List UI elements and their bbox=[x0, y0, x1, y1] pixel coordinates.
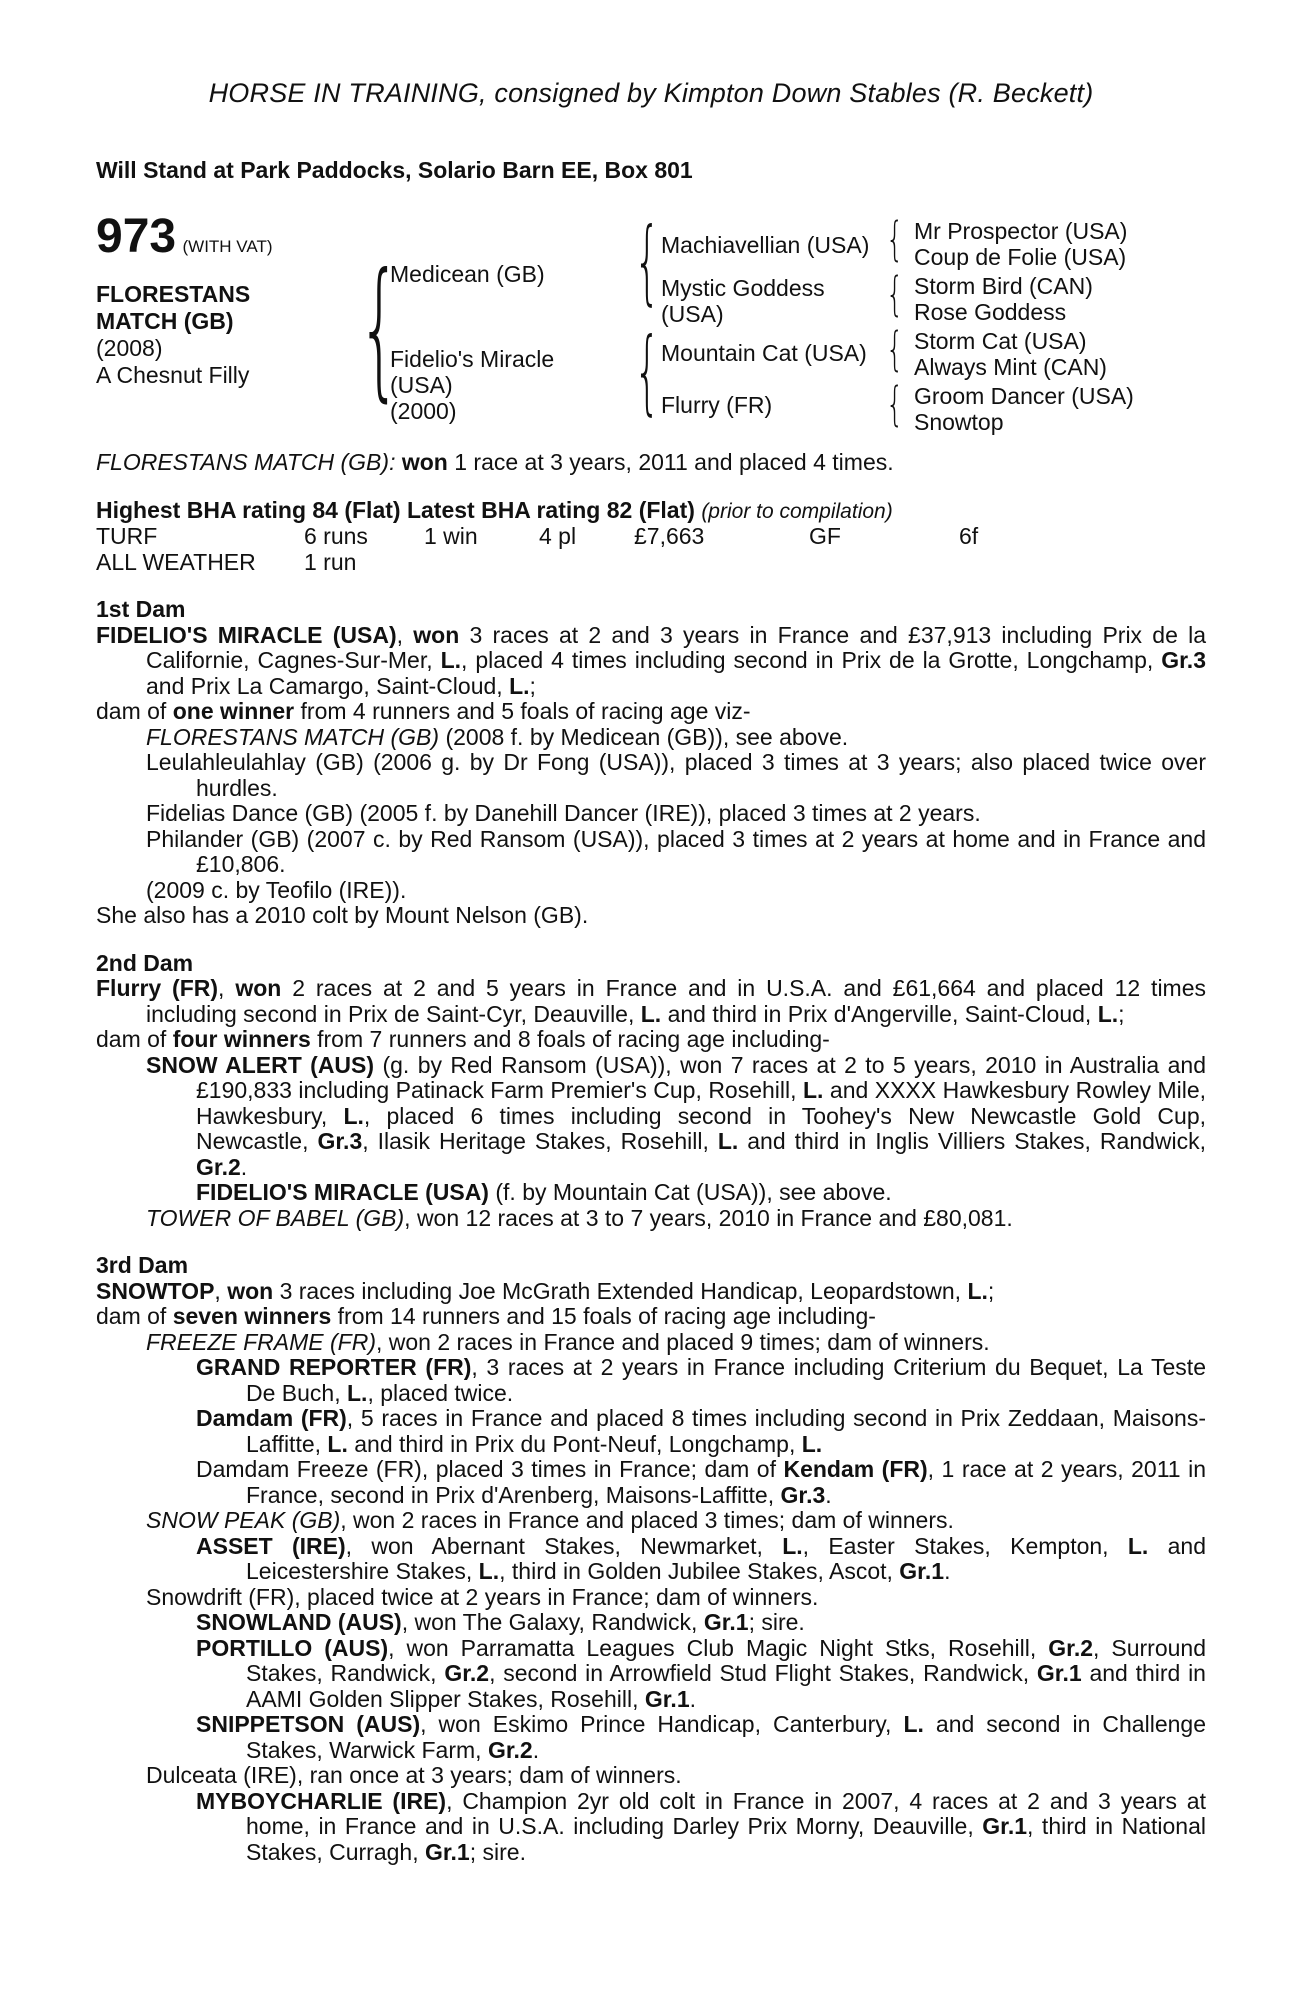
dam-name-line1: Fidelio's Miracle bbox=[390, 346, 555, 372]
dam-dam: Flurry (FR) bbox=[661, 392, 773, 418]
pedigree-block bbox=[96, 208, 1206, 514]
catalogue-page bbox=[96, 78, 1206, 1865]
section-heading: 1st Dam bbox=[96, 596, 186, 622]
brace-glyph: { bbox=[886, 212, 904, 266]
list-item: SNOW PEAK (GB), won 2 races in France and placed 3 times; dam of winners. bbox=[146, 1507, 954, 1533]
sire-dam-line2: (USA) bbox=[661, 301, 724, 327]
first-dam-section bbox=[96, 597, 1206, 929]
sire-sire: Machiavellian (USA) bbox=[661, 232, 870, 258]
brace-glyph: { bbox=[886, 322, 904, 376]
turf-row: TURF 6 runs 1 win 4 pl £7,663 GF 6f bbox=[96, 523, 979, 549]
dam-record: Flurry (FR), won 2 races at 2 and 5 years in France and in U.S.A. and £61,664 and placed 12 times including second in Prix de Saint-Cyr, Deauville, L. and third in Prix d'Angerville, Saint-Cloud, L.; bbox=[96, 975, 1207, 1027]
list-item: (2009 c. by Teofilo (IRE)). bbox=[146, 876, 407, 903]
list-item: FIDELIO'S MIRACLE (USA) (f. by Mountain Cat (USA)), see above. bbox=[196, 1179, 892, 1205]
list-item: Damdam Freeze (FR), placed 3 times in France; dam of Kendam (FR), 1 race at 2 years, 2011 in France, second in Prix d'Arenberg, Maisons-Laffitte, Gr.3. bbox=[196, 1456, 1206, 1508]
list-item: SNIPPETSON (AUS), won Eskimo Prince Handicap, Canterbury, L. and second in Challenge Stakes, Warwick Farm, Gr.2. bbox=[196, 1711, 1206, 1763]
list-item: FREEZE FRAME (FR), won 2 races in France and placed 9 times; dam of winners. bbox=[146, 1328, 990, 1355]
horse-name-line2: MATCH (GB) bbox=[96, 308, 234, 334]
ped-ssd: Coup de Folie (USA) bbox=[914, 244, 1127, 270]
dam-record: FIDELIO'S MIRACLE (USA), won 3 races at 2 and 3 years in France and £37,913 including Prix de la Californie, Cagnes-Sur-Mer, L., placed 4 times including second in Prix de la Grotte, Longchamp, Gr.3 and Prix La Camargo, Saint-Cloud, L.; bbox=[96, 621, 1206, 699]
list-item: Dulceata (IRE), ran once at 3 years; dam of winners. bbox=[146, 1762, 682, 1788]
dam-produce-summary: dam of one winner from 4 runners and 5 foals of racing age viz- bbox=[96, 698, 751, 724]
list-item: ASSET (IRE), won Abernant Stakes, Newmarket, L., Easter Stakes, Kempton, L. and Leicestershire Stakes, L., third in Golden Jubilee Stakes, Ascot, Gr.1. bbox=[196, 1532, 1207, 1584]
list-item: MYBOYCHARLIE (IRE), Champion 2yr old colt in France in 2007, 4 races at 2 and 3 years at home, in France and in U.S.A. including Darley Prix Morny, Deauville, Gr.1, third in National Stakes, Curragh, Gr.1; sire. bbox=[196, 1787, 1206, 1865]
ped-ddd: Snowtop bbox=[914, 409, 1004, 435]
section-heading: 2nd Dam bbox=[96, 949, 194, 976]
lot-number: 973 bbox=[96, 210, 177, 263]
list-item: GRAND REPORTER (FR), 3 races at 2 years in France including Criterium du Bequet, La Teste De Buch, L., placed twice. bbox=[196, 1354, 1206, 1406]
brace-glyph: { bbox=[886, 267, 904, 321]
list-item: PORTILLO (AUS), won Parramatta Leagues Club Magic Night Stks, Rosehill, Gr.2, Surround Stakes, Randwick, Gr.2, second in Arrowfield Stud Flight Stakes, Randwick, Gr.1 and third in AAMI Golden Slipper Stakes, Rosehill, Gr.1. bbox=[196, 1634, 1207, 1712]
list-item: TOWER OF BABEL (GB), won 12 races at 3 to 7 years, 2010 in France and £80,081. bbox=[146, 1204, 1013, 1231]
lot-heading bbox=[96, 210, 273, 263]
list-item: Philander (GB) (2007 c. by Red Ransom (USA)), placed 3 times at 2 years at home and in France and £10,806. bbox=[146, 825, 1206, 877]
list-item: SNOWLAND (AUS), won The Galaxy, Randwick, Gr.1; sire. bbox=[196, 1609, 805, 1635]
race-summary: FLORESTANS MATCH (GB): won 1 race at 3 years, 2011 and placed 4 times. bbox=[96, 449, 894, 475]
vat-note: (WITH VAT) bbox=[182, 237, 273, 256]
dam-record: SNOWTOP, won 3 races including Joe McGrath Extended Handicap, Leopardstown, L.; bbox=[96, 1277, 995, 1304]
ped-sds: Storm Bird (CAN) bbox=[914, 273, 1093, 299]
dam-produce-summary: dam of seven winners from 14 runners and 15 foals of racing age including- bbox=[96, 1303, 876, 1329]
section-heading: 3rd Dam bbox=[96, 1252, 189, 1278]
list-item: Snowdrift (FR), placed twice at 2 years in France; dam of winners. bbox=[146, 1583, 819, 1610]
sire-name: Medicean (GB) bbox=[390, 261, 545, 287]
brace-glyph: { bbox=[634, 208, 661, 315]
stand-location: Will Stand at Park Paddocks, Solario Barn EE, Box 801 bbox=[96, 157, 693, 183]
dam-name-line2: (USA) bbox=[390, 372, 453, 398]
list-item: Fidelias Dance (GB) (2005 f. by Danehill Dancer (IRE)), placed 3 times at 2 years. bbox=[146, 800, 981, 826]
brace-glyph: { bbox=[634, 318, 661, 425]
page-header: HORSE IN TRAINING, consigned by Kimpton Down Stables (R. Beckett) bbox=[208, 78, 1094, 108]
brace-glyph: { bbox=[358, 242, 401, 416]
horse-year: (2008) bbox=[96, 335, 163, 361]
ped-dsd: Always Mint (CAN) bbox=[914, 354, 1107, 380]
dam-year: (2000) bbox=[390, 398, 457, 424]
brace-glyph: { bbox=[886, 377, 904, 431]
list-item: FLORESTANS MATCH (GB) (2008 f. by Medicean (GB)), see above. bbox=[146, 723, 849, 750]
ped-sdd: Rose Goddess bbox=[914, 299, 1067, 325]
dam-also-note: She also has a 2010 colt by Mount Nelson (GB). bbox=[96, 902, 589, 928]
rating-text: Highest BHA rating 84 (Flat) Latest BHA rating 82 (Flat) bbox=[96, 496, 695, 523]
dam-produce-summary: dam of four winners from 7 runners and 8 foals of racing age including- bbox=[96, 1026, 830, 1052]
ped-sss: Mr Prospector (USA) bbox=[914, 218, 1128, 244]
list-item: Leulahleulahlay (GB) (2006 g. by Dr Fong (USA)), placed 3 times at 3 years; also placed twice over hurdles. bbox=[146, 749, 1206, 801]
list-item: Damdam (FR), 5 races in France and placed 8 times including second in Prix Zeddaan, Maisons-Laffitte, L. and third in Prix du Pont-Neuf, Longchamp, L. bbox=[196, 1405, 1206, 1457]
sire-dam-line1: Mystic Goddess bbox=[661, 275, 825, 301]
horse-name-line1: FLORESTANS bbox=[96, 281, 251, 307]
all-weather-row: ALL WEATHER 1 run bbox=[96, 548, 357, 575]
ped-dds: Groom Dancer (USA) bbox=[914, 383, 1134, 409]
dam-sire: Mountain Cat (USA) bbox=[661, 340, 867, 366]
rating-note: (prior to compilation) bbox=[701, 499, 893, 523]
second-dam-section bbox=[96, 951, 1206, 1232]
third-dam-section bbox=[96, 1253, 1206, 1865]
horse-description: A Chesnut Filly bbox=[96, 362, 250, 388]
ped-dss: Storm Cat (USA) bbox=[914, 328, 1087, 354]
list-item: SNOW ALERT (AUS) (g. by Red Ransom (USA)), won 7 races at 2 to 5 years, 2010 in Australia and £190,833 including Patinack Farm Premier's Cup, Rosehill, L. and XXXX Hawkesbury Rowley Mile, Hawkesbury, L., placed 6 times including second in Toohey's New Newcastle Gold Cup, Newcastle, Gr.3, Ilasik Heritage Stakes, Rosehill, L. and third in Inglis Villiers Stakes, Randwick, Gr.2. bbox=[146, 1051, 1207, 1180]
